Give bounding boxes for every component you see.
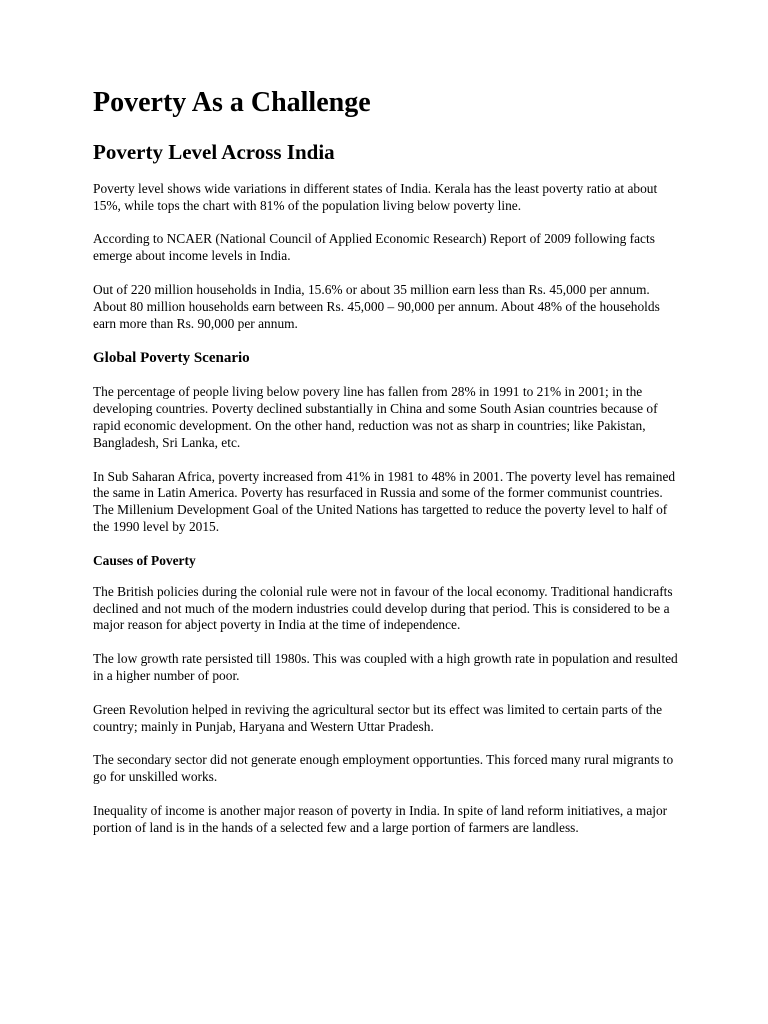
paragraph: The percentage of people living below povery line has fallen from 28% in 1991 to 21% in 2001; in the developing countries. Poverty declined substantially in China and some South Asian countries because of rapid economic development. On the other hand, reduction was not as sharp in countries; like Pakistan, Bangladesh, Sri Lanka, etc. [93,384,658,450]
document-title: Poverty As a Challenge [93,87,371,118]
section-heading-poverty-level: Poverty Level Across India [93,139,335,164]
paragraph: Green Revolution helped in reviving the agricultural sector but its effect was limited to certain parts of the country; mainly in Punjab, Haryana and Western Uttar Pradesh. [93,701,663,734]
paragraph: The secondary sector did not generate enough employment opportunties. This forced many rural migrants to go for unskilled works. [93,752,674,785]
paragraph: Inequality of income is another major reason of poverty in India. In spite of land reform initiatives, a major portion of land is in the hands of a selected few and a large portion of farmers are landless. [93,802,668,835]
section-heading-global-poverty: Global Poverty Scenario [93,350,250,367]
paragraph: The low growth rate persisted till 1980s. This was coupled with a high growth rate in population and resulted in a higher number of poor. [93,651,678,683]
paragraph: According to NCAER (National Council of Applied Economic Research) Report of 2009 following facts emerge about income levels in India. [93,231,655,264]
paragraph: Poverty level shows wide variations in different states of India. Kerala has the least poverty ratio at about 15%, while tops the chart with 81% of the population living below poverty line. [93,180,658,213]
paragraph: Out of 220 million households in India, 15.6% or about 35 million earn less than Rs. 45,000 per annum. About 80 million households earn between Rs. 45,000 – 90,000 per annum. About 48% of the households earn more than Rs. 90,000 per annum. [93,281,660,331]
paragraph: In Sub Saharan Africa, poverty increased from 41% in 1981 to 48% in 2001. The poverty level has remained the same in Latin America. Poverty has resurfaced in Russia and some of the former communist countries. The Millenium Development Goal of the United Nations has targetted to reduce the poverty level to half of the 1990 level by 2015. [93,468,676,534]
paragraph: The British policies during the colonial rule were not in favour of the local economy. Traditional handicrafts declined and not much of the modern industries could develop during that period. This is considered to be a major reason for abject poverty in India at the time of independence. [93,583,673,633]
section-heading-causes: Causes of Poverty [93,552,196,568]
document-page [93,86,683,854]
